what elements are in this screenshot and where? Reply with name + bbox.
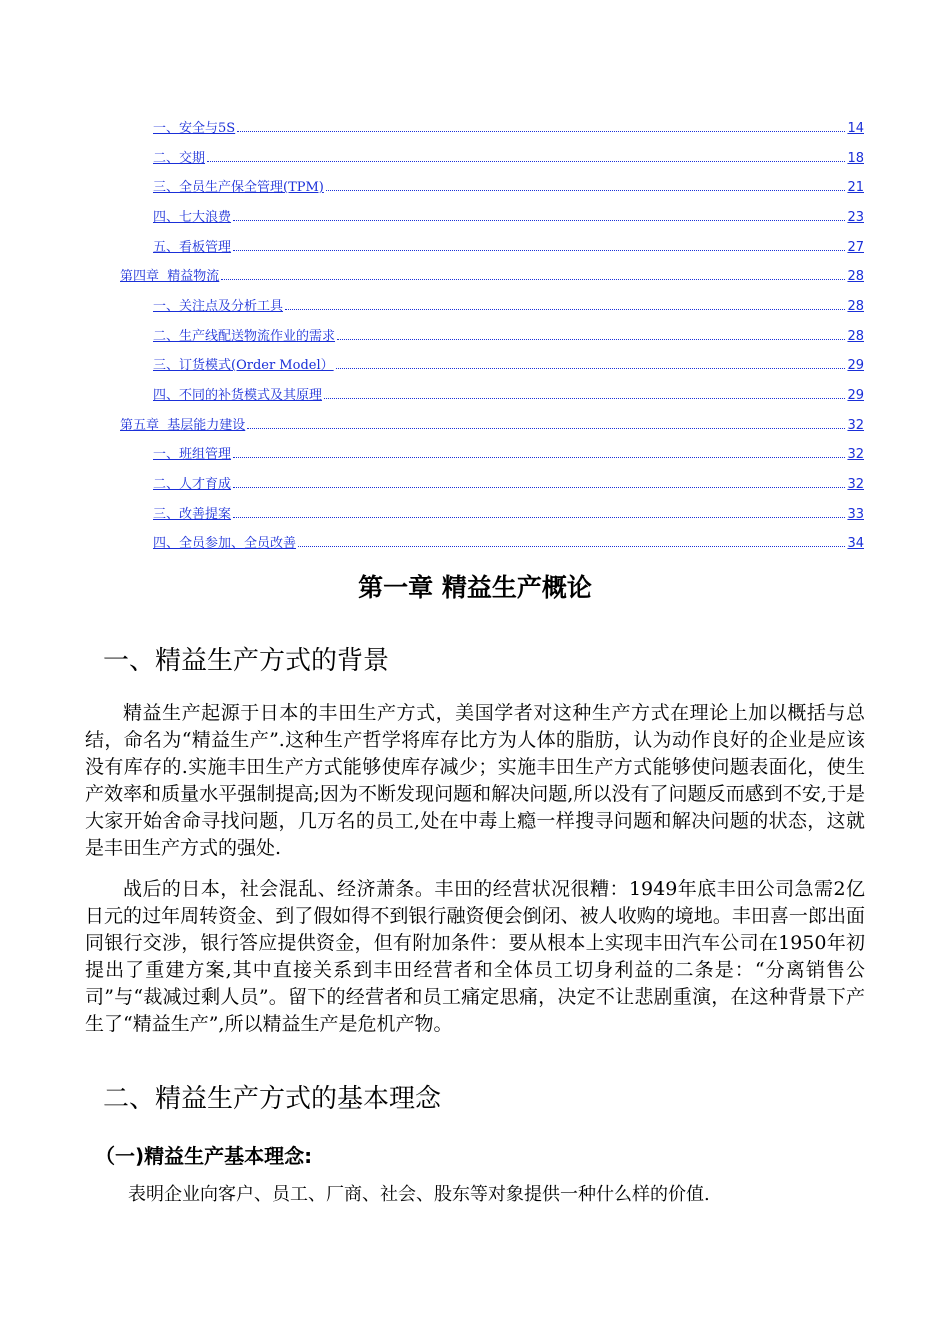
toc-entry[interactable]: 四、不同的补货模式及其原理 29 (153, 388, 864, 403)
toc-leader (221, 279, 845, 280)
toc-entry[interactable]: 二、交期 18 (153, 151, 864, 166)
toc-leader (233, 250, 845, 251)
toc-leader (233, 487, 845, 488)
toc-leader (326, 190, 846, 191)
toc-entry[interactable]: 二、人才育成 32 (153, 477, 864, 492)
toc-leader (233, 517, 845, 518)
section-heading: 一、精益生产方式的背景 (103, 646, 390, 676)
subsection-heading: （一)精益生产基本理念: (95, 1144, 313, 1168)
toc-leader (324, 398, 845, 399)
toc-entry[interactable]: 四、七大浪费 23 (153, 210, 864, 225)
toc-entry[interactable]: 一、安全与5S 14 (153, 121, 864, 136)
toc-leader (207, 161, 845, 162)
section-heading: 二、精益生产方式的基本理念 (103, 1084, 442, 1114)
toc-leader (233, 457, 845, 458)
toc-entry-chapter[interactable]: 第四章 精益物流 28 (120, 269, 864, 284)
toc-entry[interactable]: 四、全员参加、全员改善 34 (153, 536, 864, 551)
toc-entry[interactable]: 三、全员生产保全管理(TPM) 21 (153, 180, 864, 195)
toc-leader (233, 220, 845, 221)
toc-entry[interactable]: 一、班组管理 32 (153, 447, 864, 462)
paragraph: 战后的日本，社会混乱、经济萧条。丰田的经营状况很糟：1949年底丰田公司急需2亿日元的过年周转资金、到了假如得不到银行融资便会倒闭、被人收购的境地。丰田喜一郎出面同银行交涉，银行答应提供资金，但有附加条件：要从根本上实现丰田汽车公司在1950年初提出了重建方案,其中直接关系到丰田经营者和全体员工切身利益的二条是：“分离销售公司”与“裁减过剩人员”。留下的经营者和员工痛定思痛，决定不让悲剧重演，在这种背景下产生了“精益生产”,所以精益生产是危机产物。 (85, 878, 865, 1035)
toc-entry[interactable]: 五、看板管理 27 (153, 240, 864, 255)
toc-entry[interactable]: 三、订货模式(Order Model） 29 (153, 358, 864, 373)
paragraph: 表明企业向客户、员工、厂商、社会、股东等对象提供一种什么样的价值. (128, 1184, 710, 1205)
toc-entry[interactable]: 一、关注点及分析工具 28 (153, 299, 864, 314)
toc-leader (337, 339, 845, 340)
toc-leader (247, 428, 845, 429)
toc-leader (285, 309, 845, 310)
toc-entry[interactable]: 三、改善提案 33 (153, 507, 864, 522)
chapter-title: 第一章 精益生产概论 (358, 573, 592, 602)
toc-entry-chapter[interactable]: 第五章 基层能力建设 32 (120, 418, 864, 433)
toc-leader (298, 546, 845, 547)
toc-entry[interactable]: 二、生产线配送物流作业的需求 28 (153, 329, 864, 344)
toc-leader (336, 368, 846, 369)
toc-leader (237, 131, 845, 132)
paragraph: 精益生产起源于日本的丰田生产方式，美国学者对这种生产方式在理论上加以概括与总结，命名为“精益生产”.这种生产哲学将库存比方为人体的脂肪，认为动作良好的企业是应该没有库存的.实施丰田生产方式能够使库存减少；实施丰田生产方式能够使问题表面化，使生产效率和质量水平强制提高;因为不断发现问题和解决问题,所以没有了问题反而感到不安,于是大家开始舍命寻找问题，几万名的员工,处在中毒上瘾一样搜寻问题和解决问题的状态，这就是丰田生产方式的强处. (85, 702, 865, 859)
